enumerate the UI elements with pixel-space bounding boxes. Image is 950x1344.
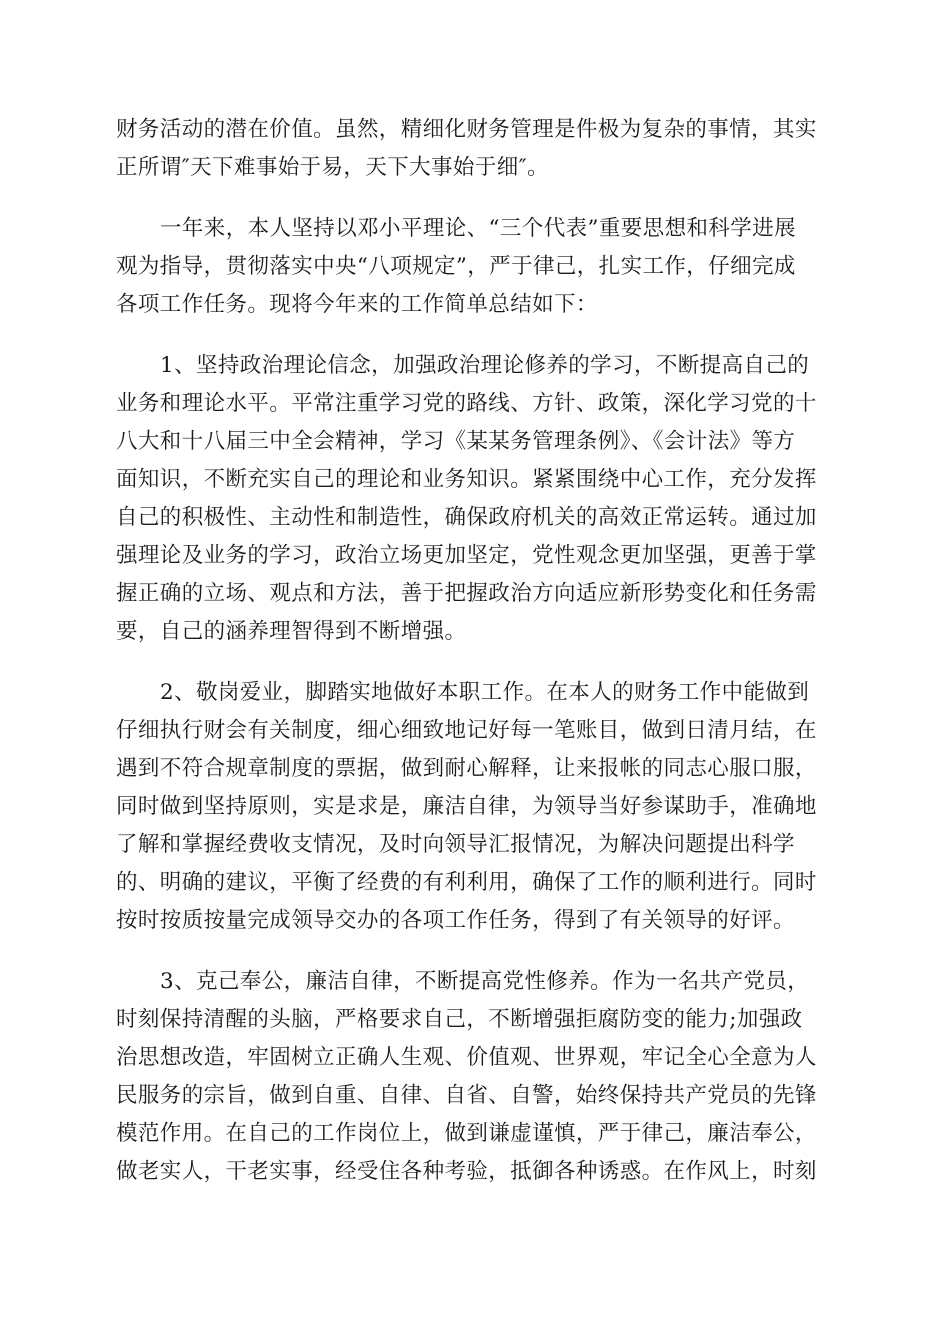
text-line: 仔细执行财会有关制度，细心细致地记好每一笔账目，做到日清月结，在 [116,718,817,743]
text-line: 正所谓″天下难事始于易，天下大事始于细″。 [116,155,549,180]
text-line: 强理论及业务的学习，政治立场更加坚定，党性观念更加坚强，更善于掌 [116,543,817,568]
text-line: 做老实人，干老实事，经受住各种考验，抵御各种诱惑。在作风上，时刻 [116,1159,817,1184]
text-line: 按时按质按量完成领导交办的各项工作任务，得到了有关领导的好评。 [116,908,795,933]
text-line: 面知识，不断充实自己的理论和业务知识。紧紧围绕中心工作，充分发挥 [116,467,817,492]
paragraph-gap [116,324,834,347]
text-line: 一年来，本人坚持以邓小平理论、“三个代表”重要思想和科学进展 [160,216,796,241]
text-line: 民服务的宗旨，做到自重、自律、自省、自警，始终保持共产党员的先锋 [116,1083,817,1108]
text-line: 1、坚持政治理论信念，加强政治理论修养的学习，不断提高自己的 [160,353,810,378]
paragraph-gap [116,940,834,963]
text-line: 2、敬岗爱业，脚踏实地做好本职工作。在本人的财务工作中能做到 [160,680,810,705]
text-line: 自己的积极性、主动性和制造性，确保政府机关的高效正常运转。通过加 [116,505,817,530]
text-line: 3、克己奉公，廉洁自律，不断提高党性修养。作为一名共产党员， [160,969,810,994]
text-line: 业务和理论水平。平常注重学习党的路线、方针、政策，深化学习党的十 [116,391,817,416]
text-line: 要，自己的涵养理智得到不断增强。 [116,619,467,644]
paragraph-intro [116,210,834,324]
text-line: 握正确的立场、观点和方法，善于把握政治方向适应新形势变化和任务需 [116,581,817,606]
paragraph-gap [116,651,834,674]
paragraph-item-2 [116,674,834,940]
paragraph-item-3 [116,963,834,1191]
text-line: 模范作用。在自己的工作岗位上，做到谦虚谨慎，严于律己，廉洁奉公， [116,1121,817,1146]
text-line: 财务活动的潜在价值。虽然，精细化财务管理是件极为复杂的事情，其实 [116,117,817,142]
text-line: 的、明确的建议，平衡了经费的有利利用，确保了工作的顺利进行。同时 [116,870,817,895]
text-line: 遇到不符合规章制度的票据，做到耐心解释，让来报帐的同志心服口服， [116,756,817,781]
text-line: 治思想改造，牢固树立正确人生观、价值观、世界观，牢记全心全意为人 [116,1045,817,1070]
text-line: 观为指导，贯彻落实中央“八项规定”，严于律己，扎实工作，仔细完成 [116,254,796,279]
paragraph-continuation [116,111,834,187]
text-line: 各项工作任务。现将今年来的工作简单总结如下： [116,292,598,317]
document-body [116,111,834,1191]
text-line: 同时做到坚持原则，实是求是，廉洁自律，为领导当好参谋助手，准确地 [116,794,817,819]
text-line: 时刻保持清醒的头脑，严格要求自己，不断增强拒腐防变的能力;加强政 [116,1007,803,1032]
text-line: 八大和十八届三中全会精神，学习《某某务管理条例》、《会计法》等方 [116,429,796,454]
text-line: 了解和掌握经费收支情况，及时向领导汇报情况，为解决问题提出科学 [116,832,795,857]
paragraph-gap [116,187,834,210]
paragraph-item-1 [116,347,834,651]
